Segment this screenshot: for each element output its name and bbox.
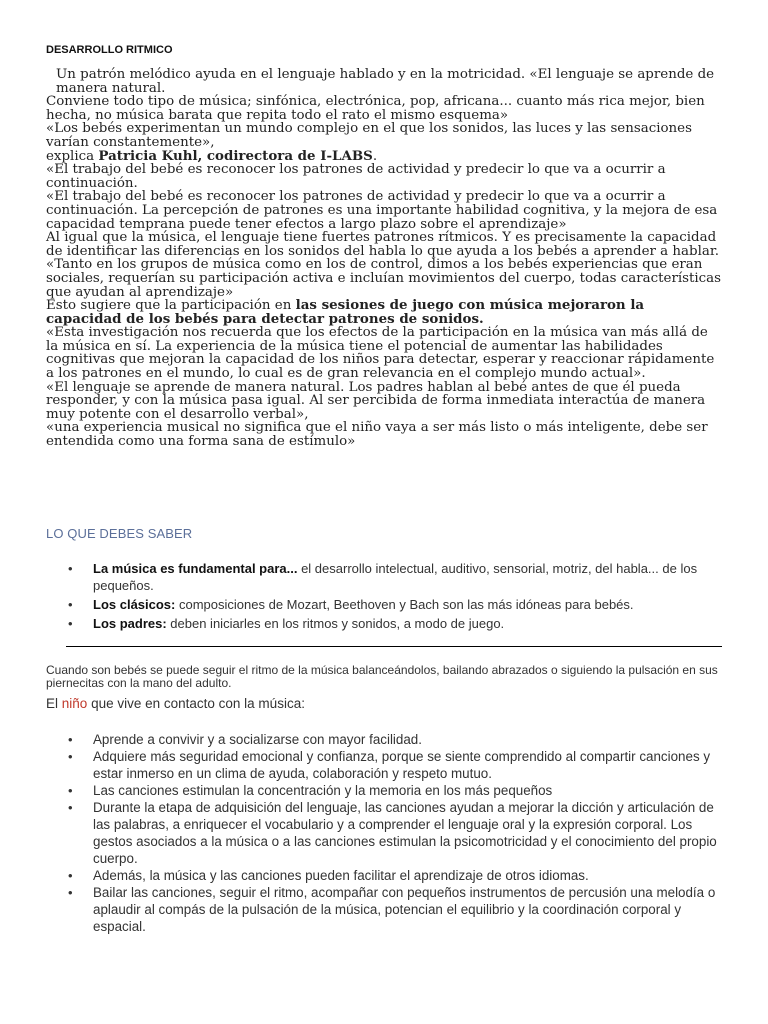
list-item: • Aprende a convivir y a socializarse con mayor facilidad. bbox=[46, 731, 722, 748]
intro-highlight: niño bbox=[61, 696, 88, 711]
attribution-suffix: . bbox=[372, 148, 378, 164]
key-point-label: La música es fundamental para... bbox=[93, 561, 298, 576]
article-paragraph bbox=[46, 147, 722, 164]
article-paragraph: «Tanto en los grupos de música como en los de control, dimos a los bebés experiencias que eran sociales, requerían su participación activa e incluían movimientos del cuerpo, todas características que ayudan al aprendizaje» bbox=[46, 257, 722, 300]
key-point-text: composiciones de Mozart, Beethoven y Bach son las más idóneas para bebés. bbox=[175, 597, 634, 612]
attribution-name: Patricia Kuhl, codirectora de I-LABS bbox=[98, 147, 373, 164]
finding-prefix: Esto sugiere que la participación en bbox=[46, 298, 292, 314]
article-paragraph: «Esta investigación nos recuerda que los efectos de la participación en la música van más allá de la música en sí. La experiencia de la música tiene el potencial de aumentar las habilidades cognitivas que mejoran la capacidad de los niños para detectar, esperar y reaccionar rápidamente a los patrones en el mundo, lo cual es de gran relevancia en el complejo mundo actual». bbox=[46, 325, 715, 382]
list-item: • Las canciones estimulan la concentración y la memoria en los más pequeños bbox=[46, 782, 722, 799]
list-item: • Bailar las canciones, seguir el ritmo, acompañar con pequeños instrumentos de percusión una melodía o aplaudir al compás de la pulsación de la música, potencian el equilibrio y la coordinación corporal y espacial. bbox=[46, 884, 722, 935]
attribution-prefix: explica bbox=[46, 148, 95, 164]
section-heading: LO QUE DEBES SABER bbox=[46, 526, 193, 541]
article-paragraph: «Los bebés experimentan un mundo complejo en el que los sonidos, las luces y las sensaciones varían constantemente», bbox=[46, 121, 692, 150]
article-paragraph bbox=[46, 299, 722, 326]
article-paragraph: «El trabajo del bebé es reconocer los patrones de actividad y predecir lo que va a ocurrir a continuación. La percepción de patrones es una importante habilidad cognitiva, y la mejora de esa capacidad temprana puede tener efectos a largo plazo sobre el aprendizaje» bbox=[46, 189, 718, 232]
list-item bbox=[46, 596, 722, 613]
key-point-text: deben iniciarles en los ritmos y sonidos, a modo de juego. bbox=[166, 616, 505, 631]
key-points-list bbox=[46, 560, 722, 634]
benefits-list bbox=[46, 731, 722, 935]
baby-rhythm-paragraph: Cuando son bebés se puede seguir el ritmo de la música balanceándolos, bailando abrazados o siguiendo la pulsación en sus piernecitas con la mano del adulto. bbox=[46, 663, 718, 690]
list-item: • Durante la etapa de adquisición del lenguaje, las canciones ayudan a mejorar la dicción y articulación de las palabras, a enriquecer el vocabulario y a comprender el lenguaje oral y la expresión corporal. Los gestos asociados a la música o a las canciones estimulan la psicomotricidad y el conocimiento del propio cuerpo. bbox=[46, 799, 722, 867]
key-point-label: Los padres: bbox=[93, 616, 167, 631]
key-point-label: Los clásicos: bbox=[93, 597, 176, 612]
intro-prefix: El bbox=[46, 696, 59, 711]
list-item: • Además, la música y las canciones pueden facilitar el aprendizaje de otros idiomas. bbox=[46, 867, 722, 884]
finding-highlight: las sesiones de juego con música mejoraron la capacidad de los bebés para detectar patrones de sonidos. bbox=[46, 297, 645, 327]
article-paragraph: Un patrón melódico ayuda en el lenguaje hablado y en la motricidad. «El lenguaje se aprende de manera natural. bbox=[56, 67, 715, 96]
intro-suffix: que vive en contacto con la música: bbox=[91, 696, 305, 711]
article-body bbox=[46, 68, 722, 449]
article-paragraph: «El lenguaje se aprende de manera natural. Los padres hablan al bebé antes de que él pueda responder, y con la música pasa igual. Al ser percibida de forma inmediata interactúa de manera muy potente con el desarrollo verbal», bbox=[46, 379, 706, 422]
list-item bbox=[46, 615, 722, 632]
list-item: • Adquiere más seguridad emocional y confianza, porque se siente comprendido al compartir canciones y estar inmerso en un clima de ayuda, colaboración y respeto mutuo. bbox=[46, 748, 722, 782]
benefits-intro bbox=[46, 696, 305, 711]
list-item bbox=[46, 560, 722, 594]
article-paragraph: Conviene todo tipo de música; sinfónica, electrónica, pop, africana... cuanto más rica mejor, bien hecha, no música barata que repita todo el rato el mismo esquema» bbox=[46, 94, 705, 123]
document-title: DESARROLLO RITMICO bbox=[46, 44, 173, 56]
horizontal-divider bbox=[66, 646, 722, 647]
key-point-text: el desarrollo intelectual, auditivo, sensorial, motriz, del habla... de los pequeños. bbox=[93, 561, 698, 593]
article-paragraph: «El trabajo del bebé es reconocer los patrones de actividad y predecir lo que va a ocurrir a continuación. bbox=[46, 162, 666, 191]
article-paragraph: Al igual que la música, el lenguaje tiene fuertes patrones rítmicos. Y es precisamente la capacidad de identificar las diferencias en los sonidos del habla lo que ayuda a los bebés a aprender a hablar. bbox=[46, 230, 720, 259]
article-paragraph: «una experiencia musical no significa que el niño vaya a ser más listo o más inteligente, debe ser entendida como una forma sana de estímulo» bbox=[46, 420, 708, 450]
